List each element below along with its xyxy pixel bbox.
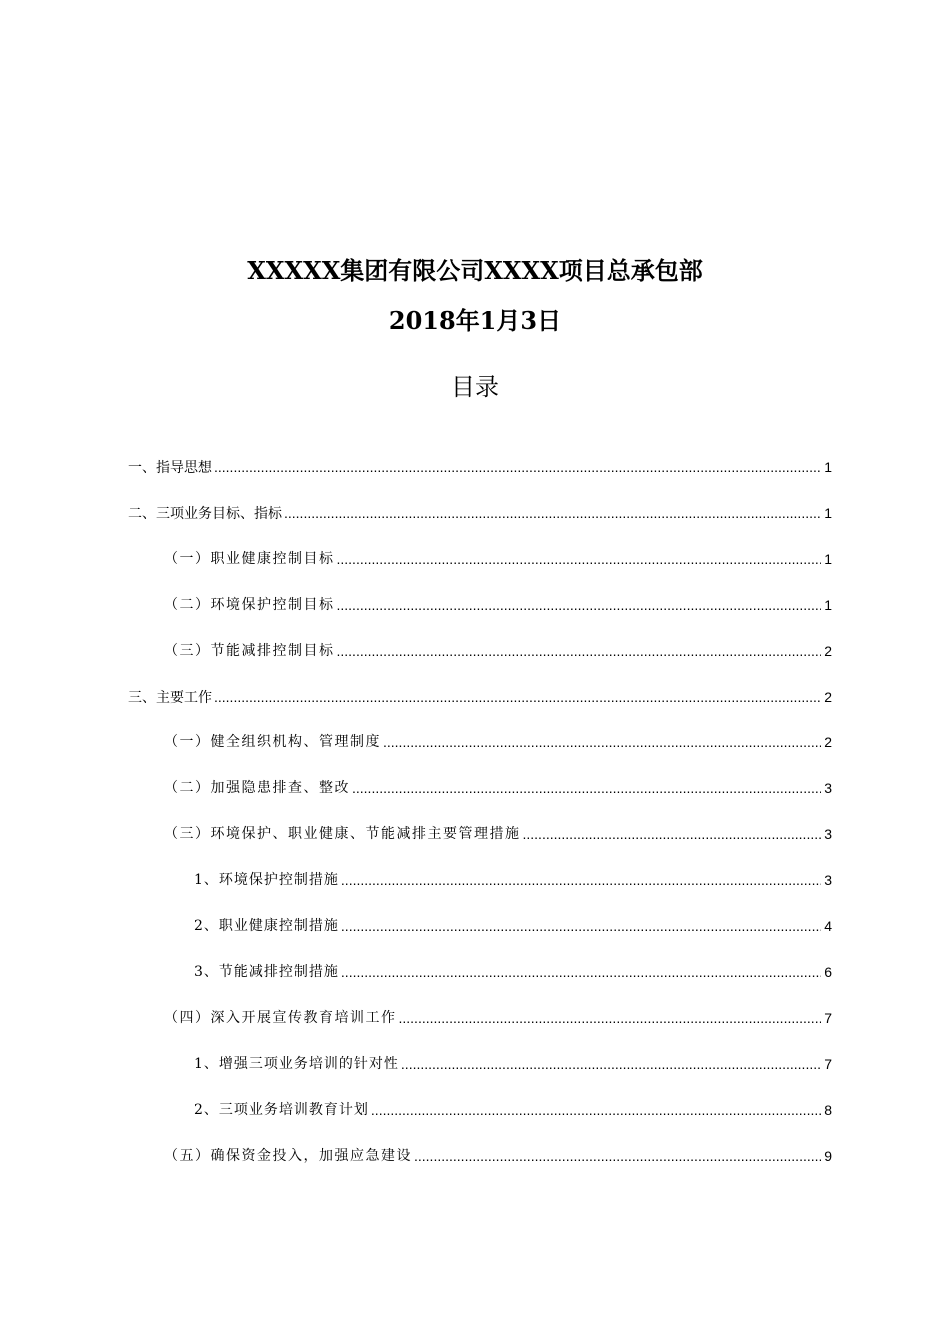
toc-entry-label: （二）环境保护控制目标 <box>164 597 335 613</box>
toc-entry-page-number: 7 <box>824 1010 832 1026</box>
toc-entry-label: （二）加强隐患排查、整改 <box>164 780 350 796</box>
toc-dot-leader <box>337 596 822 614</box>
toc-entry[interactable] <box>164 727 832 751</box>
toc-dot-leader <box>214 688 821 706</box>
toc-entry[interactable] <box>194 911 832 935</box>
toc-dot-leader <box>341 917 821 935</box>
toc-entry-page-number: 6 <box>824 964 832 980</box>
toc-entry-page-number: 2 <box>824 734 832 750</box>
toc-entry-label: 1、环境保护控制措施 <box>194 872 339 888</box>
toc-entry-label: 1、增强三项业务培训的针对性 <box>194 1056 399 1072</box>
toc-entry[interactable] <box>164 1141 832 1165</box>
toc-entry-page-number: 3 <box>824 872 832 888</box>
toc-entry-page-number: 9 <box>824 1148 832 1164</box>
date-heading: 2018年1月3日 <box>388 306 562 335</box>
toc-entry-page-number: 4 <box>824 918 832 934</box>
toc-entry[interactable] <box>128 682 832 706</box>
toc-entry[interactable] <box>194 865 832 889</box>
toc-entry-label: （一）健全组织机构、管理制度 <box>164 734 381 750</box>
toc-entry[interactable] <box>164 590 832 614</box>
toc-entry[interactable] <box>194 957 832 981</box>
toc-entry[interactable] <box>128 498 832 522</box>
toc-entry-label: 2、三项业务培训教育计划 <box>194 1102 369 1118</box>
toc-dot-leader <box>341 963 821 981</box>
toc-entry[interactable] <box>164 636 832 660</box>
toc-entry-page-number: 8 <box>824 1102 832 1118</box>
toc-entry[interactable] <box>164 773 832 797</box>
toc-entry-label: （五）确保资金投入，加强应急建设 <box>164 1148 412 1164</box>
toc-dot-leader <box>401 1055 821 1073</box>
toc-entry[interactable] <box>164 1003 832 1027</box>
toc-dot-leader <box>523 825 822 843</box>
toc-entry[interactable] <box>194 1095 832 1119</box>
toc-dot-leader <box>414 1147 821 1165</box>
toc-entry-page-number: 3 <box>824 780 832 796</box>
toc-dot-leader <box>284 504 821 522</box>
toc-dot-leader <box>337 642 822 660</box>
toc-entry-label: 三、主要工作 <box>128 689 212 705</box>
toc-entry[interactable] <box>164 819 832 843</box>
toc-entry[interactable] <box>128 452 832 476</box>
toc-entry-label: （一）职业健康控制目标 <box>164 551 335 567</box>
toc-dot-leader <box>399 1009 822 1027</box>
toc-entry-label: 一、指导思想 <box>128 459 212 475</box>
toc-entry-page-number: 2 <box>824 689 832 705</box>
toc-entry-label: （四）深入开展宣传教育培训工作 <box>164 1010 397 1026</box>
toc-entry-label: 二、三项业务目标、指标 <box>128 505 282 521</box>
toc-entry-label: （三）节能减排控制目标 <box>164 643 335 659</box>
toc-dot-leader <box>214 458 821 476</box>
toc-entry-label: （三）环境保护、职业健康、节能减排主要管理措施 <box>164 826 521 842</box>
toc-entry-label: 2、职业健康控制措施 <box>194 918 339 934</box>
company-heading: XXXXX集团有限公司XXXX项目总承包部 <box>247 256 703 285</box>
toc-dot-leader <box>337 550 822 568</box>
toc-dot-leader <box>371 1101 821 1119</box>
toc-dot-leader <box>341 871 821 889</box>
toc-entry-page-number: 1 <box>824 505 832 521</box>
toc-entry[interactable] <box>194 1049 832 1073</box>
toc-title: 目录 <box>451 373 499 401</box>
toc-entry-page-number: 1 <box>824 459 832 475</box>
toc-entry-page-number: 3 <box>824 826 832 842</box>
toc-entry-page-number: 1 <box>824 551 832 567</box>
toc-entry-label: 3、节能减排控制措施 <box>194 964 339 980</box>
toc-entry-page-number: 2 <box>824 643 832 659</box>
toc-entry-page-number: 7 <box>824 1056 832 1072</box>
toc-entry-page-number: 1 <box>824 597 832 613</box>
toc-entry[interactable] <box>164 544 832 568</box>
toc-dot-leader <box>383 733 821 751</box>
toc-dot-leader <box>352 779 821 797</box>
